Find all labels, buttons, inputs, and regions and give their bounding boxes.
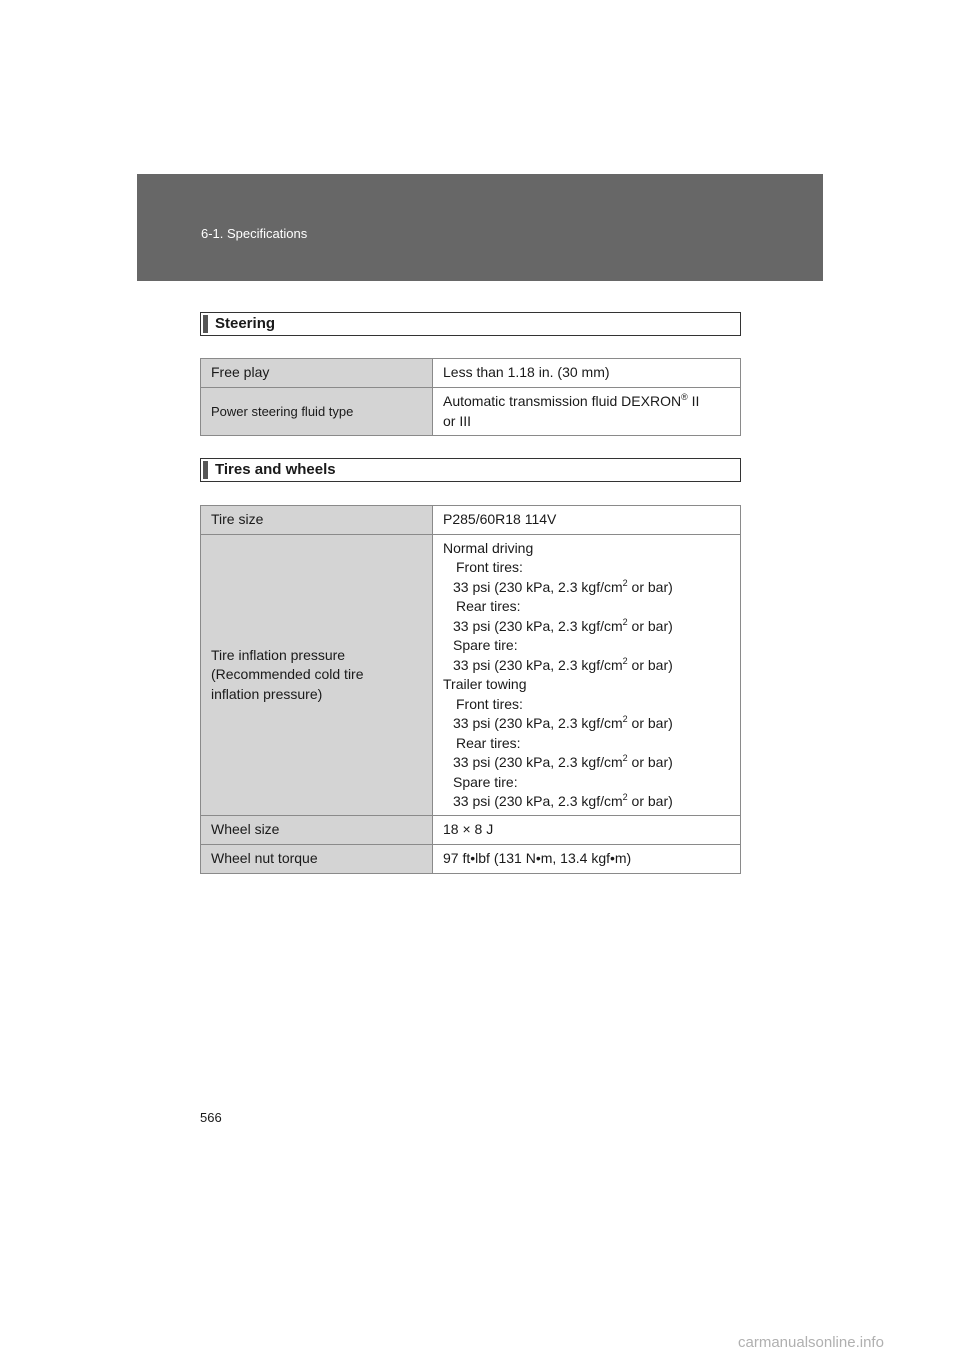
header-band [137, 174, 823, 281]
nut-torque-label: Wheel nut torque [201, 845, 433, 874]
heading-marker [203, 461, 208, 479]
pressure-text: 33 psi (230 kPa, 2.3 kgf/cm [453, 617, 623, 634]
table-row [201, 506, 741, 535]
trailer-towing-title: Trailer towing [443, 676, 527, 692]
pressure-label-line: inflation pressure) [211, 685, 323, 702]
table-row [201, 535, 741, 816]
tire-size-value: P285/60R18 114V [433, 506, 741, 535]
fluid-value-text: Automatic transmission fluid DEXRON [443, 393, 682, 409]
trailer-front-value [443, 714, 730, 734]
fluid-type-value [433, 388, 741, 436]
normal-rear-value [443, 617, 730, 637]
nut-torque-value: 97 ft•lbf (131 N•m, 13.4 kgf•m) [433, 845, 741, 874]
trailer-spare-value [443, 792, 730, 812]
pressure-value [433, 535, 741, 816]
pressure-text: 33 psi (230 kPa, 2.3 kgf/cm [453, 715, 623, 731]
pressure-suffix: or bar) [627, 578, 673, 595]
tire-size-label: Tire size [201, 506, 433, 535]
normal-front-value [443, 578, 730, 598]
tires-table [200, 505, 741, 874]
pressure-label [201, 535, 433, 816]
superscript: 2 [622, 753, 628, 763]
normal-front-label: Front tires: [456, 559, 523, 575]
pressure-suffix: or bar) [627, 656, 673, 673]
superscript: 2 [622, 714, 628, 724]
superscript: 2 [622, 616, 628, 627]
free-play-value: Less than 1.18 in. (30 mm) [433, 359, 741, 388]
table-row [201, 388, 741, 436]
steering-heading-text: Steering [215, 315, 276, 332]
table-row [201, 359, 741, 388]
pressure-text: 33 psi (230 kPa, 2.3 kgf/cm [453, 793, 623, 809]
normal-driving-title: Normal driving [443, 539, 534, 556]
normal-spare-value [443, 656, 730, 676]
steering-heading [200, 312, 741, 336]
pressure-suffix: or bar) [627, 793, 673, 809]
pressure-suffix: or bar) [627, 754, 673, 770]
pressure-label-line: Tire inflation pressure [211, 646, 346, 663]
wheel-size-label: Wheel size [201, 816, 433, 845]
table-row [201, 845, 741, 874]
tires-heading [200, 458, 741, 482]
superscript: 2 [622, 655, 628, 666]
page-number: 566 [200, 1110, 222, 1125]
fluid-value-grade: II [687, 393, 700, 409]
superscript: 2 [622, 577, 628, 588]
pressure-text: 33 psi (230 kPa, 2.3 kgf/cm [453, 578, 623, 595]
free-play-label: Free play [201, 359, 433, 388]
trailer-front-label: Front tires: [456, 695, 523, 712]
pressure-text: 33 psi (230 kPa, 2.3 kgf/cm [453, 754, 623, 770]
table-row [201, 816, 741, 845]
section-label: 6-1. Specifications [201, 226, 308, 241]
trailer-spare-label: Spare tire: [453, 773, 518, 790]
pressure-text: 33 psi (230 kPa, 2.3 kgf/cm [453, 656, 623, 673]
steering-table [200, 358, 741, 436]
footer-watermark: carmanualsonline.info [738, 1334, 884, 1351]
registered-mark: ® [681, 392, 688, 402]
pressure-suffix: or bar) [627, 715, 673, 731]
trailer-rear-value [443, 753, 730, 773]
trailer-rear-label: Rear tires: [456, 734, 521, 751]
normal-spare-label: Spare tire: [453, 637, 518, 653]
pressure-suffix: or bar) [627, 617, 673, 634]
fluid-type-label: Power steering fluid type [201, 388, 433, 436]
wheel-size-value: 18 × 8 J [433, 816, 741, 845]
tires-heading-text: Tires and wheels [215, 461, 336, 478]
normal-rear-label: Rear tires: [456, 598, 521, 614]
fluid-value-line2: or III [443, 412, 472, 429]
heading-marker [203, 315, 208, 333]
superscript: 2 [622, 792, 628, 802]
pressure-label-line: (Recommended cold tire [211, 666, 364, 683]
